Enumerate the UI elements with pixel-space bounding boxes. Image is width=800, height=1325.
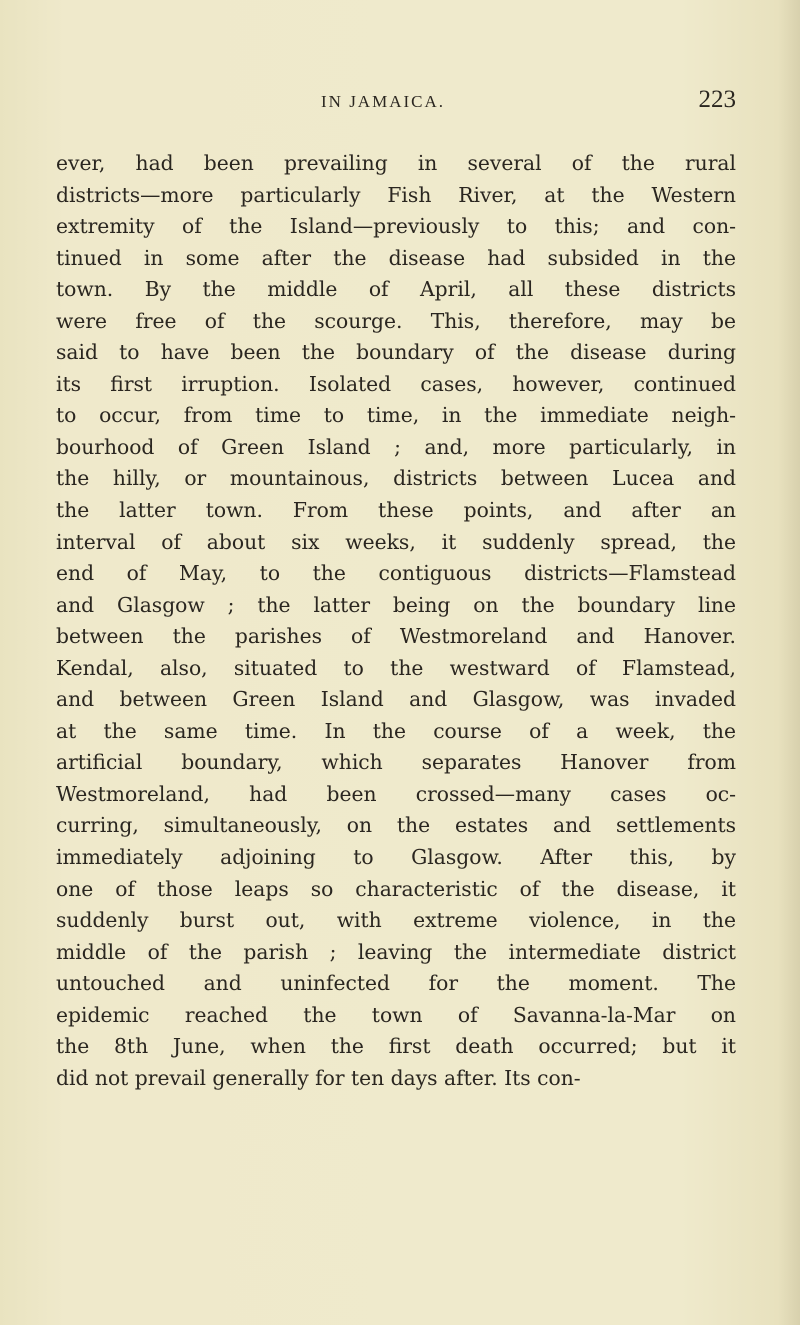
text-line: were free of the scourge. This, therefore, may be [56,308,736,333]
text-line: extremity of the Island—previously to this; and con- [56,214,736,239]
text-line: Kendal, also, situated to the westward of Flamstead, [56,655,736,680]
text-line: its first irruption. Isolated cases, however, continued [56,371,736,396]
text-line: ever, had been prevailing in several of the rural [56,151,736,175]
text-line: the latter town. From these points, and after an [56,498,736,523]
page-number: 223 [698,86,736,113]
text-line: between the parishes of Westmoreland and Hanover. [56,624,736,649]
page-edge-shadow [778,0,800,1325]
text-line: interval of about six weeks, it suddenly spread, the [56,529,736,554]
text-line: and between Green Island and Glasgow, was invaded [56,687,736,712]
text-line: untouched and uninfected for the moment. The [56,971,736,996]
text-line: one of those leaps so characteristic of the disease, it [56,876,736,901]
text-line: bourhood of Green Island ; and, more particularly, in [56,434,736,459]
text-line: artificial boundary, which separates Hanover from [56,750,736,775]
text-line: town. By the middle of April, all these districts [56,277,736,302]
text-line: immediately adjoining to Glasgow. After this, by [56,845,736,870]
text-line: end of May, to the contiguous districts—Flamstead [56,561,736,586]
text-line: to occur, from time to time, in the immediate neigh- [56,403,736,428]
text-line: suddenly burst out, with extreme violence, in the [56,908,736,933]
text-line: did not prevail generally for ten days after. Its con- [56,1065,581,1090]
text-line: epidemic reached the town of Savanna-la-Mar on [56,1002,736,1027]
text-line: tinued in some after the disease had subsided in the [56,245,736,270]
text-line: the hilly, or mountainous, districts between Lucea and [56,466,736,491]
text-line: middle of the parish ; leaving the intermediate district [56,939,736,964]
text-line: curring, simultaneously, on the estates and settlements [56,813,736,838]
text-line: districts—more particularly Fish River, at the Western [56,182,736,207]
text-line: said to have been the boundary of the disease during [56,340,736,365]
text-line: the 8th June, when the first death occurred; but it [56,1034,736,1059]
page-header [56,86,736,126]
text-line: and Glasgow ; the latter being on the boundary line [56,592,736,617]
running-head: IN JAMAICA. [321,92,445,111]
body-text [56,148,736,1094]
text-line: at the same time. In the course of a week, the [56,718,736,743]
text-line: Westmoreland, had been crossed—many cases oc- [56,781,736,806]
